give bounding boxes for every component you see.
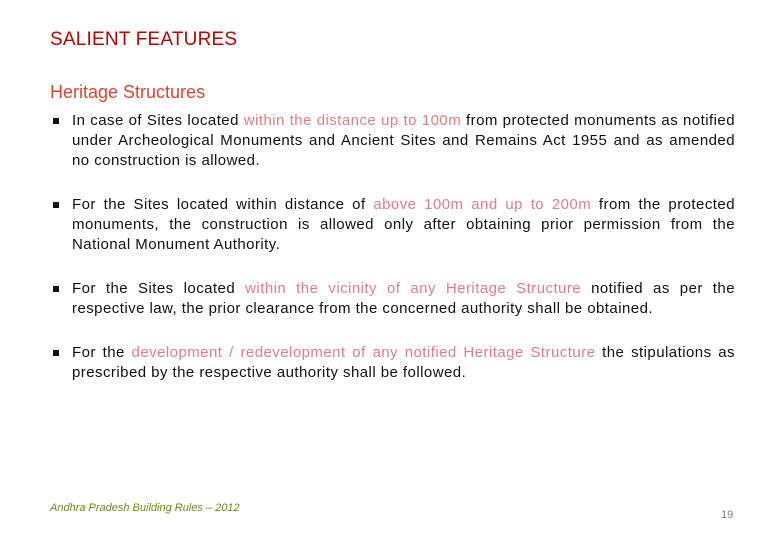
bullet-text: For the Sites located within distance of [72,196,374,213]
bullet-item [50,195,735,255]
bullet-square-icon [53,286,59,292]
section-subtitle: Heritage Structures [50,82,206,102]
slide-title: SALIENT FEATURES [50,29,238,50]
bullet-item [50,111,735,171]
bullet-text: notified as per the respective law, the prior clearance from the concerned authority shall be obtained. [72,280,735,317]
bullet-list [50,111,735,383]
bullet-item [50,279,735,319]
bullet-highlight: above 100m and up to 200m [373,196,592,213]
bullet-text: from protected monuments as notified under Archeological Monuments and Ancient Sites and Remains Act 1955 and as amended no construction is allowed. [72,112,735,169]
page-number: 19 [721,509,734,521]
bullet-item [50,343,735,383]
bullet-text: For the [72,344,132,361]
bullet-square-icon [53,202,59,208]
footer-text: Andhra Pradesh Building Rules – 2012 [50,502,240,514]
bullet-square-icon [53,350,59,356]
bullet-highlight: within the vicinity of any Heritage Structure [245,280,582,297]
bullet-highlight: within the distance up to 100m [243,112,462,129]
bullet-highlight: development / redevelopment of any notified Heritage Structure [131,344,596,361]
bullet-text: For the Sites located [72,280,246,297]
bullet-square-icon [53,118,59,124]
bullet-text: the stipulations as prescribed by the respective authority shall be followed. [72,344,735,381]
bullet-text: In case of Sites located [72,112,244,129]
bullet-text: from the protected monuments, the construction is allowed only after obtaining prior permission from the National Monument Authority. [72,196,735,253]
